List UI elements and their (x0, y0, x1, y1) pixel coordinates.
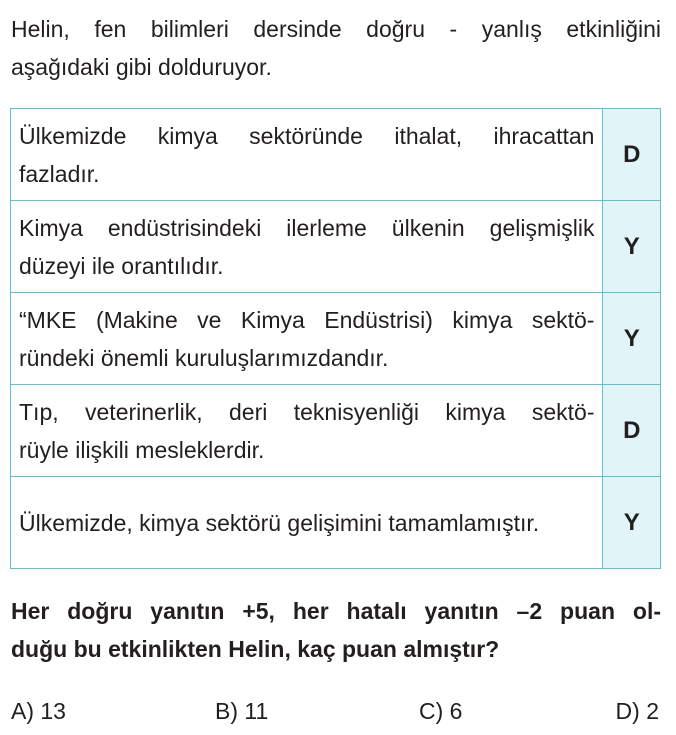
statement-line-1: Kimya endüstrisindeki ilerleme ülkenin gelişmişlik (19, 214, 595, 241)
true-false-table (10, 108, 661, 569)
question-line-2: duğu bu etkinlikten Helin, kaç puan almıştır? (11, 636, 500, 662)
table-row (11, 385, 661, 477)
statement-line-1: Ülkemizde kimya sektöründe ithalat, ihracattan (19, 122, 595, 149)
table-row (11, 109, 661, 201)
table-row (11, 293, 661, 385)
statement-cell (11, 109, 603, 201)
answer-cell: Y (603, 477, 661, 569)
statement-line-1: Tıp, veterinerlik, deri teknisyenliği kimya sektö- (19, 398, 595, 425)
statement-line-2: fazladır. (19, 160, 100, 187)
answer-cell: D (603, 109, 661, 201)
answer-options (11, 693, 659, 729)
option-d[interactable]: D) 2 (615, 698, 659, 724)
intro-line-2: aşağıdaki gibi dolduruyor. (11, 54, 272, 80)
table-row (11, 201, 661, 293)
statement-cell (11, 201, 603, 293)
question-line-1: Her doğru yanıtın +5, her hatalı yanıtın –2 puan ol- (11, 598, 661, 624)
option-c[interactable]: C) 6 (419, 698, 463, 724)
intro-text (11, 10, 661, 86)
intro-line-1: Helin, fen bilimleri dersinde doğru - yanlış etkinliğini (11, 16, 661, 42)
statement-line-1: “MKE (Makine ve Kimya Endüstrisi) kimya sektö- (19, 306, 595, 333)
statement-cell (11, 385, 603, 477)
statement-cell (11, 293, 603, 385)
answer-cell: Y (603, 293, 661, 385)
question-text (11, 592, 661, 668)
statement-line-1: Ülkemizde, kimya sektörü gelişimini tamamlamıştır. (19, 509, 540, 536)
option-b[interactable]: B) 11 (215, 698, 269, 724)
statement-line-2: düzeyi ile orantılıdır. (19, 252, 224, 279)
statement-line-2: ründeki önemli kuruluşlarımızdandır. (19, 344, 389, 371)
statement-line-2: rüyle ilişkili mesleklerdir. (19, 436, 265, 463)
statement-cell (11, 477, 603, 569)
answer-cell: Y (603, 201, 661, 293)
table-row (11, 477, 661, 569)
answer-cell: D (603, 385, 661, 477)
option-a[interactable]: A) 13 (11, 698, 66, 724)
